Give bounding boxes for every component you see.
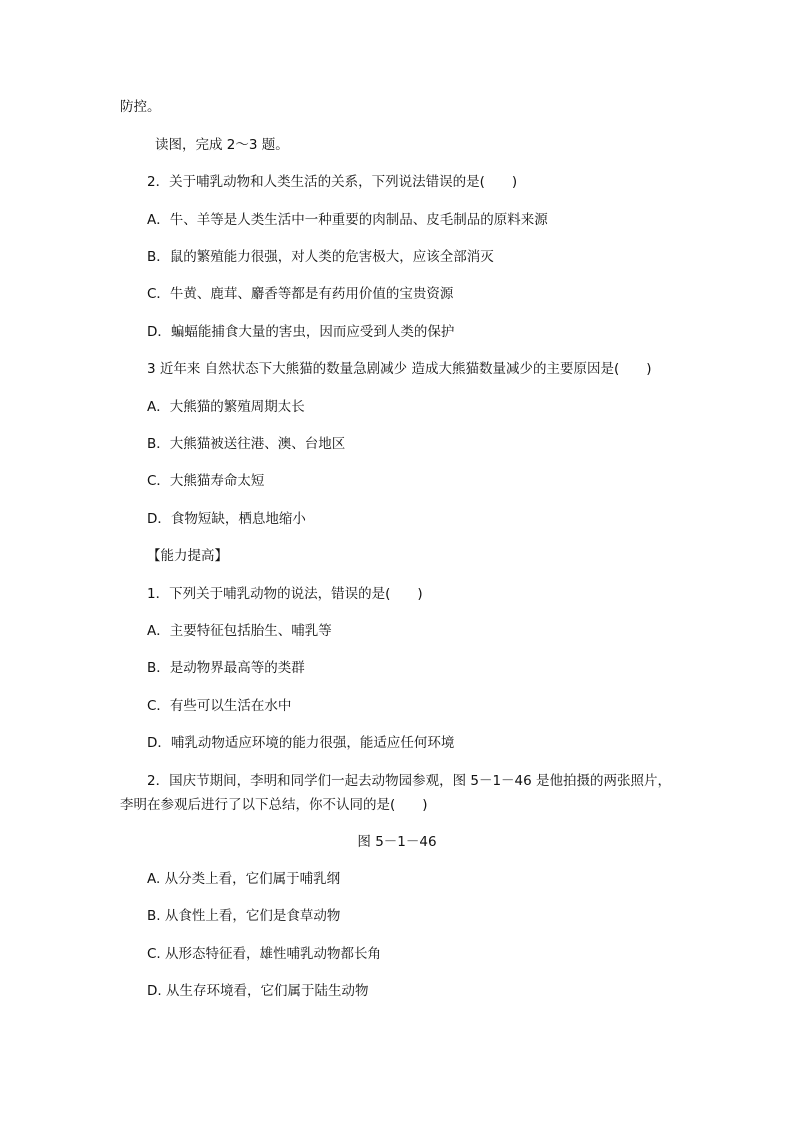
question-2-option-d: D．蝙蝠能捕食大量的害虫，因而应受到人类的保护 bbox=[147, 324, 455, 340]
ability-question-2-option-d: D. 从生存环境看，它们属于陆生动物 bbox=[147, 983, 369, 999]
question-2-stem: 2．关于哺乳动物和人类生活的关系，下列说法错误的是( ) bbox=[147, 174, 518, 190]
ability-question-1-option-a: A．主要特征包括胎生、哺乳等 bbox=[147, 623, 332, 639]
question-3-option-c: C．大熊猫寿命太短 bbox=[147, 473, 265, 489]
question-2-option-c: C．牛黄、鹿茸、麝香等都是有药用价值的宝贵资源 bbox=[147, 286, 454, 302]
ability-question-2-stem-line-2: 李明在参观后进行了以下总结，你不认同的是( ) bbox=[120, 797, 428, 813]
ability-question-1-option-b: B．是动物界最高等的类群 bbox=[147, 660, 305, 676]
section-title: 【能力提高】 bbox=[147, 548, 228, 564]
reading-instruction: 读图，完成 2～3 题。 bbox=[155, 137, 289, 153]
ability-question-2-option-c: C. 从形态特征看，雄性哺乳动物都长角 bbox=[147, 946, 382, 962]
question-2-option-b: B．鼠的繁殖能力很强，对人类的危害极大，应该全部消灭 bbox=[147, 249, 494, 265]
figure-caption: 图 5－1－46 bbox=[357, 834, 437, 850]
question-2-option-a: A．牛、羊等是人类生活中一种重要的肉制品、皮毛制品的原料来源 bbox=[147, 212, 548, 228]
text-line: 防控。 bbox=[120, 99, 161, 115]
question-3-option-d: D．食物短缺，栖息地缩小 bbox=[147, 511, 306, 527]
ability-question-1-option-c: C．有些可以生活在水中 bbox=[147, 698, 292, 714]
ability-question-2-option-b: B. 从食性上看，它们是食草动物 bbox=[147, 908, 341, 924]
ability-question-1-option-d: D．哺乳动物适应环境的能力很强，能适应任何环境 bbox=[147, 735, 455, 751]
question-3-option-b: B．大熊猫被送往港、澳、台地区 bbox=[147, 436, 346, 452]
ability-question-2-option-a: A. 从分类上看，它们属于哺乳纲 bbox=[147, 871, 341, 887]
question-3-stem: 3 近年来 自然状态下大熊猫的数量急剧减少 造成大熊猫数量减少的主要原因是( ) bbox=[147, 361, 652, 377]
ability-question-2-stem-line-1: 2．国庆节期间，李明和同学们一起去动物园参观，图 5－1－46 是他拍摄的两张照片， bbox=[147, 773, 672, 789]
question-3-option-a: A．大熊猫的繁殖周期太长 bbox=[147, 399, 305, 415]
ability-question-1-stem: 1．下列关于哺乳动物的说法，错误的是( ) bbox=[147, 586, 423, 602]
